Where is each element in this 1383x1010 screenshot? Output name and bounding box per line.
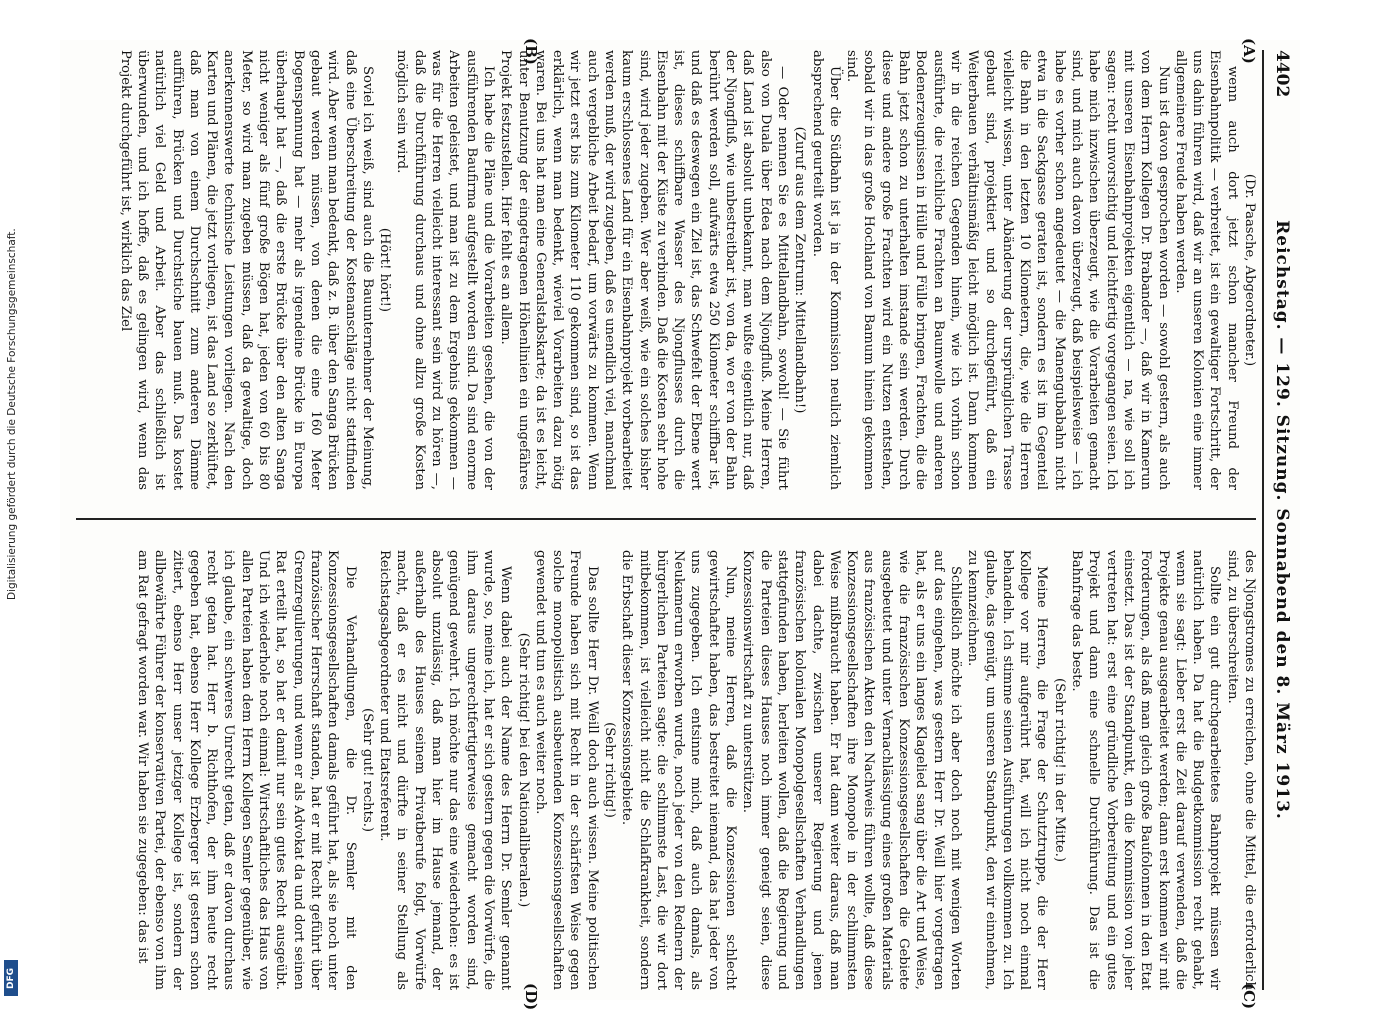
speaker-line: (Dr. Paasche, Abgeordneter.): [1242, 173, 1257, 367]
page-number: 4402: [1272, 50, 1292, 98]
paragraph: Sollte ein gut durchgearbeitetes Bahnprojekt müssen wir natürlich haben. Da hat die Budgetkommission recht gehabt, wenn sie sagt: Lieber erst die Zeit darauf verwenden, daß die Projekte genau ausgearbeitet werden; dann erst kommen wir mit Forderungen, als daß man gleich große Baufolonnen in den Etat einsetzt. Das ist der Standpunkt, den die Kommission von jeher vertreten hat: erst eine gründliche Vorbereitung und ein gutes Projekt und dann eine schnelle Durchführung. Das ist die Bahnfrage das beste.: [1069, 550, 1223, 990]
digitization-credit: Digitalisierung gefördert durch die Deutsche Forschungsgemeinschaft.: [6, 228, 18, 600]
paragraph: Soviel ich weiß, sind auch die Bauunternehmer der Meinung, daß eine Überschreitung der Kostenanschläge nicht stattfinden wird. Aber wenn man bedenkt, daß z. B. über den Sanga Brücken gebaut werden müssen, von denen die eine 160 Meter Bogenspannung hat — mehr als irgendeine Brücke in Europa überhaupt hat —, daß die erste Brücke über den alten Sanga nicht weniger als fünf große Bögen hat, jeden von 60 bis 80 Meter, so wird man zugeben müssen, daß da gewaltige, doch anerkennenswerte technische Leistungen vorliegen. Nach den Karten und Plänen, die jetzt vorliegen, ist das Land so zerklüftet, daß man von einem Durchschnitt zum anderen Dämme aufführen, Brücken und Durchstiche bauen muß. Das kostet natürlich viel Geld und Arbeit. Aber das schließlich ist überwunden, und ich hoffe, daß es gelingen wird, wenn das Projekt durchgeführt ist, wirklich das Ziel: [117, 50, 375, 490]
paragraph: Das sollte Herr Dr. Weill doch auch wissen. Meine politischen Freunde haben sich mit Recht in der schärfsten Weise gegen solche monopolistisch ausbeutenden Konzessionsgesellschaften gewendet und tun es auch weiter noch.: [532, 550, 600, 990]
interjection: (Hört! hört!): [377, 227, 393, 313]
interjection: (Sehr richtig!): [602, 722, 618, 818]
interjection: (Zuruf aus dem Zentrum: Mittellandbahn!): [792, 126, 808, 414]
page-title: Reichstag. — 129. Sitzung. Sonnabend den 8. März 1913.: [1272, 220, 1292, 820]
interjection: (Sehr gut! rechts.): [359, 707, 375, 833]
paragraph: — Oder nennen Sie es Mittellandbahn, sowohl! — Sie führt also von Duala über Edea nach dem Njongfluß. Meine Herren, daß Land ist absolut unbekannt, man wußte eigentlich nur, daß der Njongfluß, wie unbestreitbar ist, von da, wo er von der Bahn berührt werden soll, aufwärts etwa 250 Kilometer schiffbar ist, und daß es deswegen ein Ziel ist, das Schwefelt der Ebene wert ist, dieses schiffbare Wasser des Njongflusses durch die Eisenbahn mit der Küste zu verbinden. Daß die Kosten sehr hohe sind, wird jeder zugeben. Wer aber weiß, wie ein solches bisher kaum erschlossenes Land für ein Eisenbahnprojekt vorbearbeitet werden muß, der wird zugeben, daß es unendlich viel, manchmal auch vergebliche Arbeit bedarf, um vorwärts zu kommen. Wenn wir jetzt erst bis zum Kilometer 110 gekommen sind, so ist das erklärlich, wenn man bedenkt, wieviel Vorarbeiten dazu nötig waren. Bei uns hat man eine Generalstabskarte; da ist es leicht, unter Benutzung der eingetragenen Höhenlinien ein ungefähres Projekt festzustellen. Hier fehlt es an allem.: [498, 50, 790, 490]
dfg-logo: DFG: [4, 960, 18, 996]
paragraph: Meine Herren, die Frage der Schutztruppe, die der Herr Kollege vor mir aufgerührt hat, will ich nicht noch einmal behandeln. Ich stimme seinen Ausführungen vollkommen zu. Ich glaube, das genügt, um unseren Standpunkt, den wir einnehmen, zu kennzeichnen.: [965, 550, 1050, 990]
left-column: [68, 50, 1258, 490]
rotated-document-page: [60, 38, 1300, 1010]
paragraph: Wenn dabei auch der Name des Herrn Dr. Semler genannt wurde, so, meine ich, hat er sich gestern gegen die Vorwürfe, die ihm daraus ungerechtfertigterweise gemacht worden sind, genügend gewehrt. Ich möchte nur das eine wiederholen: es ist absolut unzulässig, daß man hier im Hause jemand, der außerhalb des Hauses seinem Privatberufe folgt, Vorwürfe macht, daß er es nicht und dürfte in seiner Stellung als Reichstagsabgeordneter und Etatsreferent.: [377, 550, 514, 990]
paragraph: wenn auch dort jetzt schon mancher Freund der Eisenbahnpolitik — verbreitet, ist ein gewaltiger Fortschritt, der uns dahin führen wird, daß wir an unseren Kolonien eine immer allgemeinere Freude haben werden.: [1172, 50, 1240, 490]
paragraph: Ich habe die Pläne und die Vorarbeiten gesehen, die von der ausführenden Baufirma aufgestellt worden sind. Da sind enorme Arbeiten geleistet, und man ist zu dem Ergebnis gekommen — was für die Herren vielleicht interessant sein wird zu hören —, daß die Durchführung durchaus und ohne allzu große Kosten möglich sein wird.: [394, 50, 496, 490]
interjection: (Sehr richtig! in der Mitte.): [1051, 678, 1067, 862]
column-divider: [76, 518, 1256, 520]
paragraph: Schließlich möchte ich aber doch noch mit wenigen Worten auf das eingehen, was gestern Herr Dr. Weill hier vorgetragen hat, als er uns ein langes Klagelied sang über die Art und Weise, wie die französischen Konzessionsgesellschaften die Gebiete ausgebeutet und unter Vernachlässigung eines großen Materials aus französischen Akten den Nachweis führen wollte, daß diese Konzessionsgesellschaften ihre Monopole in der schlimmsten Weise mißbraucht haben. Er hat dann weiter daraus, daß man dabei dachte, zwischen unserer Regierung und jenen französischen kolonialen Monopolgesellschaften Verhandlungen stattgefunden haben, herleiten wollen, daß die Regierung und die Parteien dieses Hauses noch immer geneigt seien, diese Konzessionswirtschaft zu unterstützen.: [740, 550, 963, 990]
margin-marker-a: (A): [1240, 38, 1258, 64]
paragraph: des Njongstromes zu erreichen, ohne die Mittel, die erforderlich sind, zu überschreiten.: [1224, 550, 1257, 990]
page-header: [1266, 50, 1294, 990]
header-rule: [1262, 50, 1264, 990]
margin-marker-c: (C): [1240, 983, 1258, 1010]
right-column: [68, 550, 1258, 990]
paragraph: Nun, meine Herren, daß die Konzessionen schlecht gewirtschaftet haben, das bestreitet niemand, das hat jeder von uns zugegeben. Ich entsinne mich, daß auch damals, als Neukamerun erworben wurde, noch jeder von den Rednern der bürgerlichen Parteien sagte: die schlimmste Last, die wir dort mitbekommen, ist vielleicht nicht die Schlafkrankheit, sondern die Erbschaft dieser Konzessionsgebiete.: [619, 550, 739, 990]
paragraph: Über die Südbahn ist ja in der Kommission neulich ziemlich absprechend geurteilt worden.: [809, 50, 842, 490]
interjection: (Sehr richtig! bei den Nationalliberalen.): [515, 632, 531, 908]
paragraph: Die Verhandlungen, die Dr. Semler mit den Konzessionsgesellschaften damals geführt hat, als sie noch unter französischer Herrschaft standen, hat er mit Recht geführt über Grenzregulierungen, und wenn er als Advokat da und dort seinen Rat erteilt hat, so hat er damit nur sein gutes Recht ausgeübt. Und ich wiederhole noch einmal: Wirtschaftliches das Haus von allen Parteien haben dem Herrn Kollegen Semler gegenüber, wie ich glaube, ein schweres Unrecht getan, daß er davon durchaus recht getan hat. Herr b. Richthofen, der ihm heute recht gegeben hat, ebenso Herr Kollege Erzberger ist gestern schon zitiert, ebenso Herr unser jetziger Kollege ist, sondern der allbewährte Führer der konservativen Partei, der ebenso von ihm am Rat gefragt worden war. Wir haben sie zugegeben: das ist: [135, 550, 358, 990]
margin-marker-d: (D): [522, 983, 540, 1010]
paragraph: Nun ist davon gesprochen worden — sowohl gestern, als auch von dem Herrn Kollegen Dr. Brabander —, daß wir in Kamerun mit unseren Eisenbahnprojekten eigentlich — na, wie soll ich sagen: recht unvorsichtig und leichtfertig vorgegangen seien. Ich habe mich inzwischen überzeugt, wie die Vorarbeiten gemacht sind, und mich auch davon überzeugt, daß beispielsweise — ich habe es vorher schon angedeutet — die Manengubabahn nicht etwa in die Sackgasse geraten ist, sondern es ist im Gegenteil die Bahn in den letzten 10 Kilometern, die, wie die Herren vielleicht wissen, unter Abänderung der ursprünglichen Trasse gebaut sind, projektiert und so durchgeführt, daß ein Weiterbauen verhältnismäßig leicht möglich ist. Dann kommen wir in die reichen Gegenden hinein, wie ich vorhin schon ausführte, die reichliche Frachten an Baumwolle und anderen Bodenerzeugnissen in Hülle und Fülle bringen, Frachten, die die Bahn jetzt schon zu unterhalten imstande sein werden. Durch diese und andere große Frachten wird ein Nutzen entstehen, sobald wir in das große Hochland von Bamum hinein gekommen sind.: [844, 50, 1171, 490]
margin-marker-b: (B): [522, 38, 540, 65]
